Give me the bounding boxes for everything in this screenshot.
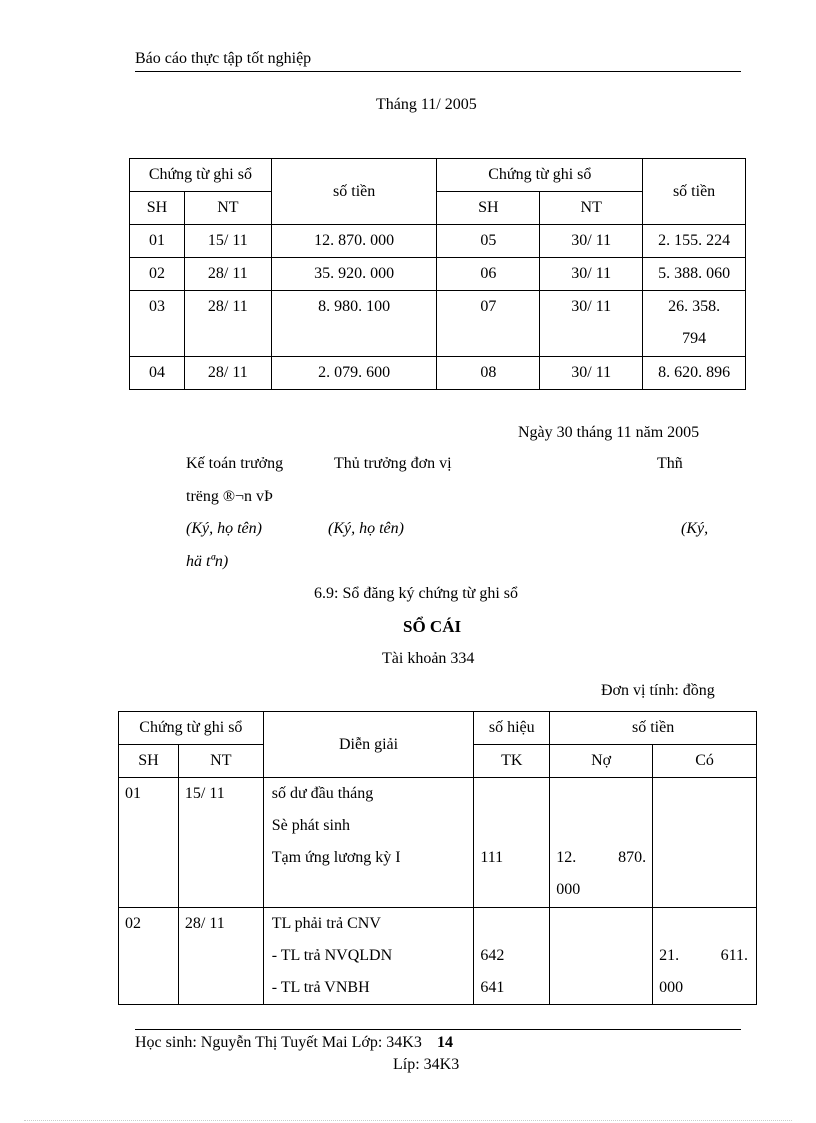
table-row (130, 291, 746, 357)
ledger-sh-header: SH (119, 745, 179, 778)
cell-sh: 06 (437, 258, 540, 291)
nt-header-left: NT (184, 192, 271, 225)
ledger-credit-header: Có (653, 745, 757, 778)
ledger-cell-credit (653, 778, 757, 908)
cell-sh: 04 (130, 357, 185, 390)
cell-amount: 5. 388. 060 (643, 258, 746, 291)
ledger-cell-acct (474, 908, 550, 1005)
desc-line: - TL trả VNBH (271, 979, 370, 996)
acct-value: 642 (480, 947, 505, 964)
cell-sh: 03 (130, 291, 185, 357)
page-number: 14 (437, 1034, 453, 1051)
amount-line-2: 794 (682, 330, 707, 347)
sh-header-left: SH (130, 192, 185, 225)
ledger-cell-desc (263, 778, 474, 908)
acct-value: 641 (480, 979, 505, 996)
sign-instruction-3: (Ký, (681, 520, 709, 537)
signature-date: Ngày 30 tháng 11 năm 2005 (518, 424, 700, 441)
table-row (119, 778, 757, 908)
page-edge-line (24, 1120, 792, 1121)
acct-value: 111 (480, 849, 504, 866)
cell-nt: 28/ 11 (184, 258, 271, 291)
footer-student: Học sinh: Nguyễn Thị Tuyết Mai Lớp: 34K3 (135, 1034, 422, 1051)
cell-nt: 30/ 11 (540, 291, 643, 357)
general-ledger-table (118, 711, 757, 1005)
cell-nt: 30/ 11 (540, 258, 643, 291)
credit-part: 21. (659, 947, 680, 964)
credit-part: 000 (659, 979, 684, 996)
cell-nt: 15/ 11 (184, 225, 271, 258)
voucher-register-table (129, 158, 746, 390)
desc-line: - TL trả NVQLDN (271, 947, 393, 964)
garbled-signer-line: trëng ®¬n vÞ (186, 488, 273, 505)
voucher-group-header-right: Chứng từ ghi sổ (437, 159, 643, 192)
desc-line: Tạm ứng lương kỳ I (271, 849, 401, 866)
desc-line: số dư đầu tháng (271, 785, 374, 802)
table-row (130, 258, 746, 291)
ledger-debit-header: Nợ (550, 745, 653, 778)
desc-line: TL phải trả CNV (271, 915, 381, 932)
cell-nt: 28/ 11 (184, 357, 271, 390)
sign-instruction-2: (Ký, họ tên) (328, 520, 404, 537)
footer-class-line: Líp: 34K3 (393, 1056, 460, 1073)
ledger-cell-credit (653, 908, 757, 1005)
debit-part: 000 (556, 881, 581, 898)
ledger-acct-header-2: TK (474, 745, 550, 778)
desc-line: Sè phát sinh (271, 817, 350, 834)
ledger-desc-header: Diễn giải (263, 712, 474, 778)
ledger-nt-header: NT (178, 745, 263, 778)
unit-note: Đơn vị tính: đồng (601, 682, 715, 699)
ledger-acct-header: số hiệu (474, 712, 550, 745)
figure-caption: 6.9: Sổ đăng ký chứng từ ghi sổ (314, 585, 519, 602)
ledger-cell-sh: 01 (119, 778, 179, 908)
cell-amount: 8. 620. 896 (643, 357, 746, 390)
amount-header-right: số tiền (643, 159, 746, 225)
cell-sh: 02 (130, 258, 185, 291)
ledger-voucher-group-header: Chứng từ ghi sổ (119, 712, 264, 745)
ledger-amount-header: số tiền (550, 712, 757, 745)
account-label: Tài khoản 334 (382, 650, 475, 667)
cell-nt: 30/ 11 (540, 225, 643, 258)
month-heading: Tháng 11/ 2005 (376, 96, 477, 113)
voucher-group-header-left: Chứng từ ghi sổ (130, 159, 272, 192)
amount-line-1: 26. 358. (668, 298, 721, 315)
table-row (130, 357, 746, 390)
third-signer-label: Thñ (657, 455, 683, 472)
chief-accountant-label: Kế toán trưởng (186, 455, 284, 472)
sign-instruction-3-cont: hä tªn) (186, 553, 229, 570)
cell-amount: 2. 155. 224 (643, 225, 746, 258)
cell-amount-wrapped (643, 291, 746, 357)
cell-nt: 28/ 11 (184, 291, 271, 357)
cell-nt: 30/ 11 (540, 357, 643, 390)
sh-header-right: SH (437, 192, 540, 225)
report-header-title: Báo cáo thực tập tốt nghiệp (135, 50, 312, 67)
cell-amount: 12. 870. 000 (271, 225, 437, 258)
cell-sh: 01 (130, 225, 185, 258)
ledger-cell-desc (263, 908, 474, 1005)
debit-part: 12. (556, 849, 577, 866)
cell-sh: 05 (437, 225, 540, 258)
ledger-title: SỔ CÁI (403, 617, 462, 636)
cell-amount: 8. 980. 100 (271, 291, 437, 357)
credit-part: 611. (720, 947, 748, 964)
table-row (130, 225, 746, 258)
header-rule (135, 71, 741, 72)
sign-instruction-1: (Ký, họ tên) (186, 520, 262, 537)
ledger-cell-acct (474, 778, 550, 908)
nt-header-right: NT (540, 192, 643, 225)
amount-header-left: số tiền (271, 159, 437, 225)
cell-sh: 07 (437, 291, 540, 357)
table-row (119, 908, 757, 1005)
ledger-cell-sh: 02 (119, 908, 179, 1005)
ledger-cell-debit (550, 908, 653, 1005)
cell-amount: 35. 920. 000 (271, 258, 437, 291)
unit-head-label: Thủ trưởng đơn vị (334, 455, 452, 472)
cell-amount: 2. 079. 600 (271, 357, 437, 390)
cell-sh: 08 (437, 357, 540, 390)
debit-part: 870. (618, 849, 647, 866)
ledger-cell-nt: 15/ 11 (178, 778, 263, 908)
ledger-cell-debit (550, 778, 653, 908)
ledger-cell-nt: 28/ 11 (178, 908, 263, 1005)
footer-rule (135, 1029, 741, 1030)
